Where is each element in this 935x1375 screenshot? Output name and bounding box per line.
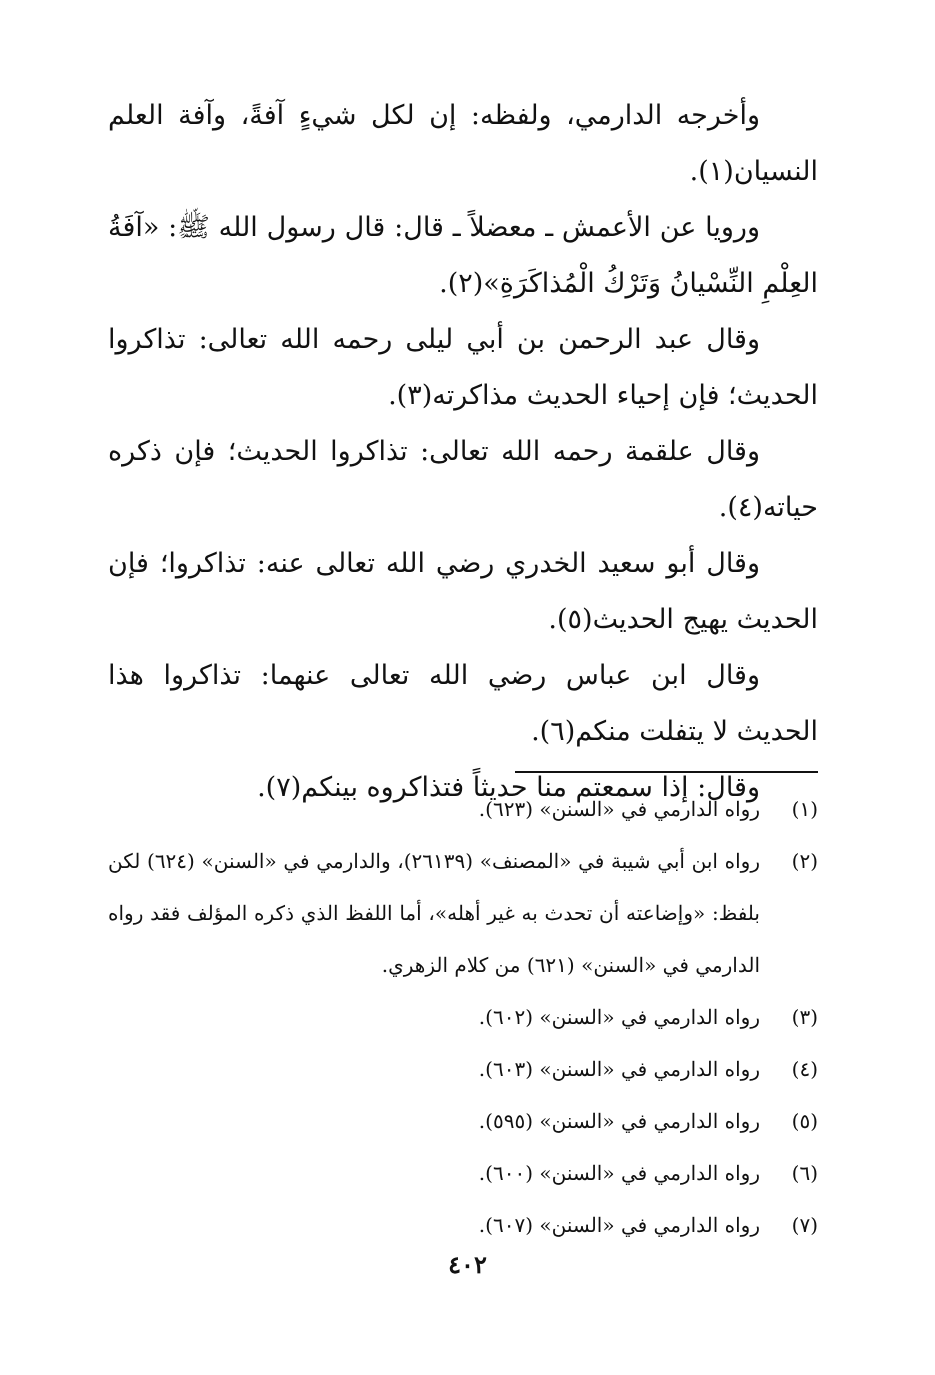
footnote-number: (١) — [791, 797, 818, 821]
main-text — [108, 88, 818, 816]
footnote-text: رواه الدارمي في «السنن» (٦٢٣). — [478, 797, 760, 821]
footnotes — [108, 783, 818, 1251]
footnote-4 — [108, 1043, 818, 1095]
footnote-number: (٣) — [791, 1005, 818, 1029]
footnote-2 — [108, 835, 818, 991]
footnote-number: (٧) — [791, 1213, 818, 1237]
footnote-text: رواه الدارمي في «السنن» (٦٠٠). — [478, 1161, 760, 1185]
paragraph-7: وقال: إذا سمعتم منا حديثاً فتذاكروه بينكم(٧). — [257, 772, 760, 803]
footnote-text: رواه الدارمي في «السنن» (٦٠٧). — [478, 1213, 760, 1237]
footnote-number: (٤) — [791, 1057, 818, 1081]
page-number: ٤٠٢ — [448, 1250, 487, 1279]
footnote-number: (٢) — [791, 849, 818, 873]
footnote-text: رواه ابن أبي شيبة في «المصنف» (٢٦١٣٩)، والدارمي في «السنن» (٦٢٤) لكن بلفظ: «وإضاعته أن تحدث به غير أهله»، أما اللفظ الذي ذكره المؤلف فقد رواه الدارمي في «السنن» (٦٢١) من كلام الزهري. — [108, 849, 760, 977]
paragraph-2: ورويا عن الأعمش ـ معضلاً ـ قال: قال رسول الله ﷺ: «آفَةُ العِلْمِ النِّسْيانُ وَتَرْكُ الْمُذاكَرَةِ»(٢). — [108, 212, 818, 299]
footnote-separator — [515, 771, 818, 773]
footnote-number: (٦) — [791, 1161, 818, 1185]
paragraph-3: وقال عبد الرحمن بن أبي ليلى رحمه الله تعالى: تذاكروا الحديث؛ فإن إحياء الحديث مذاكرته(٣). — [108, 324, 818, 411]
footnote-5 — [108, 1095, 818, 1147]
footnote-text: رواه الدارمي في «السنن» (٥٩٥). — [478, 1109, 760, 1133]
paragraph-5: وقال أبو سعيد الخدري رضي الله تعالى عنه: تذاكروا؛ فإن الحديث يهيج الحديث(٥). — [108, 548, 818, 635]
footnote-7 — [108, 1199, 818, 1251]
footnote-3 — [108, 991, 818, 1043]
footnote-text: رواه الدارمي في «السنن» (٦٠٢). — [478, 1005, 760, 1029]
paragraph-6: وقال ابن عباس رضي الله تعالى عنهما: تذاكروا هذا الحديث لا يتفلت منكم(٦). — [108, 660, 818, 747]
paragraph-4: وقال علقمة رحمه الله تعالى: تذاكروا الحديث؛ فإن ذكره حياته(٤). — [108, 436, 818, 523]
paragraph-1: وأخرجه الدارمي، ولفظه: إن لكل شيءٍ آفةً، وآفة العلم النسيان(١). — [108, 100, 818, 187]
footnote-6 — [108, 1147, 818, 1199]
footnote-1 — [108, 783, 818, 835]
footnote-number: (٥) — [791, 1109, 818, 1133]
footnote-text: رواه الدارمي في «السنن» (٦٠٣). — [478, 1057, 760, 1081]
